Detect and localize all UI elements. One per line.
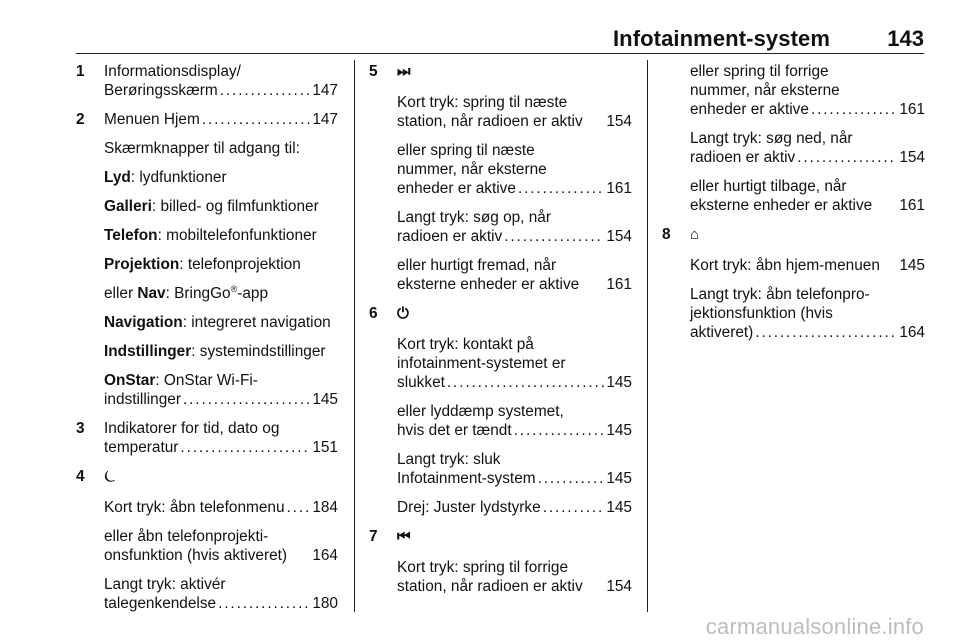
toc-line: radioen er aktiv . . . 154 bbox=[690, 148, 925, 167]
toc-line: aktiveret) . . . 164 bbox=[690, 323, 925, 342]
page-ref: 145 bbox=[606, 499, 632, 516]
item-number: 3 bbox=[76, 420, 85, 437]
item-number: 6 bbox=[369, 305, 378, 322]
item-number: 8 bbox=[662, 226, 671, 243]
column-divider bbox=[647, 60, 648, 612]
item-number: 7 bbox=[369, 528, 378, 545]
page-ref: 145 bbox=[312, 391, 338, 408]
page-title: Infotainment-system bbox=[612, 26, 830, 51]
column-2 bbox=[369, 62, 632, 596]
toc-line: indstillinger . . . 145 bbox=[104, 390, 338, 409]
item-text: Skærmknapper til adgang til: bbox=[104, 140, 300, 157]
page-number: 143 bbox=[887, 26, 924, 51]
item-text: eller lyddæmp systemet, bbox=[397, 403, 564, 420]
toc-line: slukket . . . 145 bbox=[397, 373, 632, 392]
item-text: Langt tryk: sluk bbox=[397, 451, 501, 468]
page-ref: 145 bbox=[899, 257, 925, 274]
list-item bbox=[76, 110, 338, 409]
item-text: eller åbn telefonprojekti- bbox=[104, 528, 269, 545]
column-3 bbox=[662, 62, 925, 342]
item-number: 2 bbox=[76, 111, 85, 128]
function-entry: Galleri: billed- og filmfunktioner bbox=[104, 198, 319, 215]
page-ref: 161 bbox=[606, 180, 632, 197]
toc-line: talegenkendelse . . . 180 bbox=[104, 594, 338, 613]
toc-line: Infotainment-system . . . 145 bbox=[397, 469, 632, 488]
toc-line: onsfunktion (hvis aktiveret) 164 bbox=[104, 547, 338, 564]
toc-line: radioen er aktiv . . . 154 bbox=[397, 227, 632, 246]
page-ref: 147 bbox=[312, 111, 338, 128]
item-text: Informationsdisplay/ bbox=[104, 63, 241, 80]
toc-line: temperatur . . . 151 bbox=[104, 438, 338, 457]
item-text: eller spring til næste bbox=[397, 142, 535, 159]
item-number: 4 bbox=[76, 468, 85, 485]
toc-line: enheder er aktive . . . 161 bbox=[690, 100, 925, 119]
list-item bbox=[662, 225, 925, 342]
toc-line: station, når radioen er aktiv 154 bbox=[397, 578, 632, 595]
skip-next-icon: ⏭ bbox=[397, 63, 411, 80]
item-text: eller spring til forrige bbox=[690, 63, 829, 80]
toc-line: Drej: Juster lydstyrke . . . 145 bbox=[397, 498, 632, 517]
item-text: Langt tryk: åbn telefonpro- bbox=[690, 286, 870, 303]
item-text: infotainment-systemet er bbox=[397, 355, 566, 372]
item-number: 1 bbox=[76, 63, 85, 80]
page-ref: 161 bbox=[899, 101, 925, 118]
page-ref: 154 bbox=[606, 578, 632, 595]
list-item bbox=[76, 62, 338, 100]
item-number: 5 bbox=[369, 63, 378, 80]
page-ref: 147 bbox=[312, 82, 338, 99]
toc-line: eksterne enheder er aktive 161 bbox=[690, 197, 925, 214]
page-ref: 151 bbox=[312, 439, 338, 456]
function-entry: Lyd: lydfunktioner bbox=[104, 169, 227, 186]
toc-line: hvis det er tændt . . . 145 bbox=[397, 421, 632, 440]
watermark: carmanualsonline.info bbox=[705, 614, 924, 639]
item-text: nummer, når eksterne bbox=[690, 82, 840, 99]
toc-line: eksterne enheder er aktive 161 bbox=[397, 276, 632, 293]
function-entry: Projektion: telefonprojektion bbox=[104, 256, 301, 273]
list-item bbox=[76, 419, 338, 457]
function-entry: eller Nav: BringGo®-app bbox=[104, 283, 269, 302]
function-entry: Navigation: integreret navigation bbox=[104, 314, 331, 331]
home-icon: ⌂ bbox=[690, 226, 700, 243]
toc-line: Menuen Hjem . . . 147 bbox=[104, 110, 338, 129]
item-text: Indikatorer for tid, dato og bbox=[104, 420, 280, 437]
page-ref: 164 bbox=[899, 324, 925, 341]
page-ref: 154 bbox=[606, 113, 632, 130]
page-ref: 184 bbox=[312, 499, 338, 516]
page-ref: 161 bbox=[899, 197, 925, 214]
header-rule bbox=[76, 53, 924, 54]
page-ref: 154 bbox=[606, 228, 632, 245]
item-text: Kort tryk: spring til næste bbox=[397, 94, 568, 111]
column-divider bbox=[354, 60, 355, 612]
item-text: Langt tryk: aktivér bbox=[104, 576, 226, 593]
toc-line: enheder er aktive . . . 161 bbox=[397, 179, 632, 198]
page-ref: 180 bbox=[312, 595, 338, 612]
function-entry: OnStar: OnStar Wi-Fi- bbox=[104, 372, 258, 389]
item-text: jektionsfunktion (hvis bbox=[690, 305, 833, 322]
power-icon: ⏻ bbox=[397, 305, 409, 322]
item-text: Kort tryk: kontakt på bbox=[397, 336, 534, 353]
item-text: Langt tryk: søg ned, når bbox=[690, 130, 853, 147]
toc-line: Kort tryk: åbn hjem-menuen 145 bbox=[690, 257, 925, 274]
skip-previous-icon: ⏮ bbox=[397, 528, 411, 545]
list-item-continued bbox=[662, 62, 925, 215]
toc-line: station, når radioen er aktiv 154 bbox=[397, 113, 632, 130]
phone-icon: ⏾ bbox=[104, 468, 116, 485]
item-text: Langt tryk: søg op, når bbox=[397, 209, 551, 226]
page-ref: 145 bbox=[606, 422, 632, 439]
item-text: eller hurtigt tilbage, når bbox=[690, 178, 847, 195]
page-ref: 145 bbox=[606, 470, 632, 487]
page-ref: 145 bbox=[606, 374, 632, 391]
function-entry: Telefon: mobiltelefonfunktioner bbox=[104, 227, 317, 244]
item-text: nummer, når eksterne bbox=[397, 161, 547, 178]
page-ref: 164 bbox=[312, 547, 338, 564]
list-item bbox=[369, 527, 632, 596]
list-item bbox=[76, 467, 338, 613]
toc-line: Kort tryk: åbn telefonmenu . . . 184 bbox=[104, 498, 338, 517]
column-1 bbox=[76, 62, 338, 613]
toc-line: Berøringsskærm . . . 147 bbox=[104, 81, 338, 100]
list-item bbox=[369, 304, 632, 517]
item-text: eller hurtigt fremad, når bbox=[397, 257, 557, 274]
function-entry: Indstillinger: systemindstillinger bbox=[104, 343, 326, 360]
page-ref: 161 bbox=[606, 276, 632, 293]
list-item bbox=[369, 62, 632, 294]
page-ref: 154 bbox=[899, 149, 925, 166]
item-text: Kort tryk: spring til forrige bbox=[397, 559, 569, 576]
